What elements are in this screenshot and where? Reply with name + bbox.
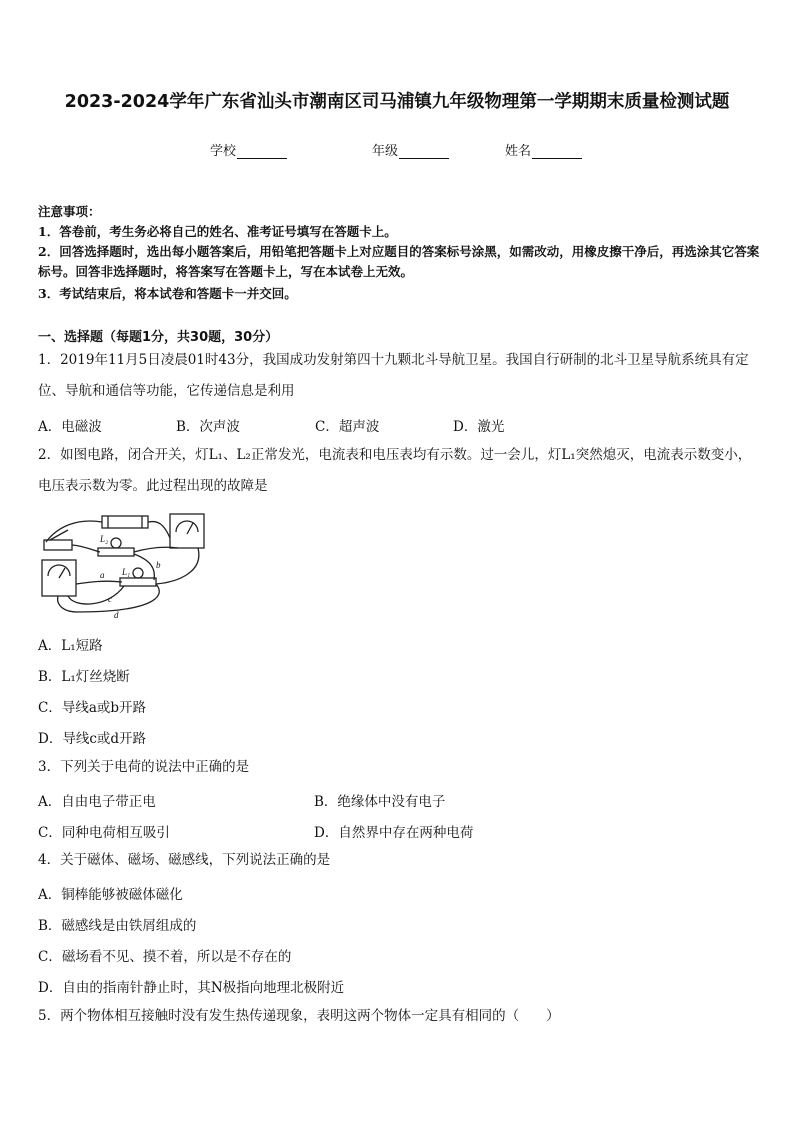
question-2-stem: 2．如图电路，闭合开关，灯L₁、L₂正常发光，电流表和电压表均有示数。过一会儿，灯L₁突然熄灭，电流表示数变小，电压表示数为零。此过程出现的故障是 <box>38 447 752 494</box>
page-title: 2023-2024学年广东省汕头市潮南区司马浦镇九年级物理第一学期期末质量检测试题 <box>64 92 730 112</box>
label-d: d <box>114 610 119 620</box>
circuit-diagram <box>38 512 218 620</box>
voltmeter <box>170 514 204 548</box>
question-2-option-a[interactable]: A．L₁短路 <box>38 638 103 654</box>
notice-item: 1．答卷前，考生务必将自己的姓名、准考证号填写在答题卡上。 <box>38 224 397 239</box>
question-4-stem: 4．关于磁体、磁场、磁感线，下列说法正确的是 <box>38 852 331 868</box>
question-4-option-d[interactable]: D．自由的指南针静止时，其N极指向地理北极附近 <box>38 980 345 996</box>
label-l2: L₂ <box>100 534 109 544</box>
label-a: a <box>100 570 105 580</box>
question-3-option-c[interactable]: C．同种电荷相互吸引 <box>38 825 170 841</box>
grade-label: 年级 <box>372 144 399 159</box>
label-l1: L₁ <box>122 567 131 577</box>
question-4-option-c[interactable]: C．磁场看不见、摸不着，所以是不存在的 <box>38 949 292 965</box>
name-label: 姓名 <box>505 144 532 159</box>
question-3-option-a[interactable]: A．自由电子带正电 <box>38 794 156 810</box>
question-3-option-b[interactable]: B．绝缘体中没有电子 <box>314 794 446 810</box>
question-2-option-c[interactable]: C．导线a或b开路 <box>38 700 147 716</box>
question-4-option-b[interactable]: B．磁感线是由铁屑组成的 <box>38 918 197 934</box>
question-1-option-a[interactable]: A．电磁波 <box>38 419 102 435</box>
label-c: c <box>108 594 112 604</box>
lamp-l1-bulb <box>133 568 143 578</box>
school-blank[interactable] <box>237 144 287 159</box>
question-1-stem: 1．2019年11月5日凌晨01时43分，我国成功发射第四十九颗北斗导航卫星。我国自行研制的北斗卫星导航系统具有定位、导航和通信等功能，它传递信息是利用 <box>38 352 749 399</box>
grade-blank[interactable] <box>399 144 449 159</box>
switch <box>44 540 72 550</box>
battery-box <box>102 516 148 528</box>
lamp-l1-base <box>120 578 156 586</box>
notice-item: 2．回答选择题时，选出每小题答案后，用铅笔把答题卡上对应题目的答案标号涂黑，如需改动，用橡皮擦干净后，再选涂其它答案标号。回答非选择题时，将答案写在答题卡上，写在本试卷上无效。 <box>38 244 760 279</box>
notice-item: 3．考试结束后，将本试卷和答题卡一并交回。 <box>38 286 297 301</box>
question-1-option-c[interactable]: C．超声波 <box>315 419 380 435</box>
question-4-option-a[interactable]: A．铜棒能够被磁体磁化 <box>38 887 183 903</box>
school-label: 学校 <box>210 144 237 159</box>
question-2-option-d[interactable]: D．导线c或d开路 <box>38 731 147 747</box>
notice-heading: 注意事项： <box>38 204 101 219</box>
question-3-stem: 3．下列关于电荷的说法中正确的是 <box>38 759 250 775</box>
grade-field[interactable] <box>372 140 449 159</box>
school-field[interactable] <box>210 140 287 159</box>
question-1-option-d[interactable]: D．激光 <box>453 419 505 435</box>
lamp-l2-bulb <box>111 538 121 548</box>
question-2-option-b[interactable]: B．L₁灯丝烧断 <box>38 669 130 685</box>
section-heading: 一、选择题（每题1分，共30题，30分） <box>38 330 279 345</box>
name-blank[interactable] <box>532 144 582 159</box>
label-b: b <box>156 560 161 570</box>
question-1-option-b[interactable]: B．次声波 <box>176 419 240 435</box>
question-3-option-d[interactable]: D．自然界中存在两种电荷 <box>314 825 474 841</box>
name-field[interactable] <box>505 140 582 159</box>
lamp-l2-base <box>98 548 134 556</box>
question-5-stem: 5．两个物体相互接触时没有发生热传递现象，表明这两个物体一定具有相同的（ ） <box>38 1008 560 1024</box>
